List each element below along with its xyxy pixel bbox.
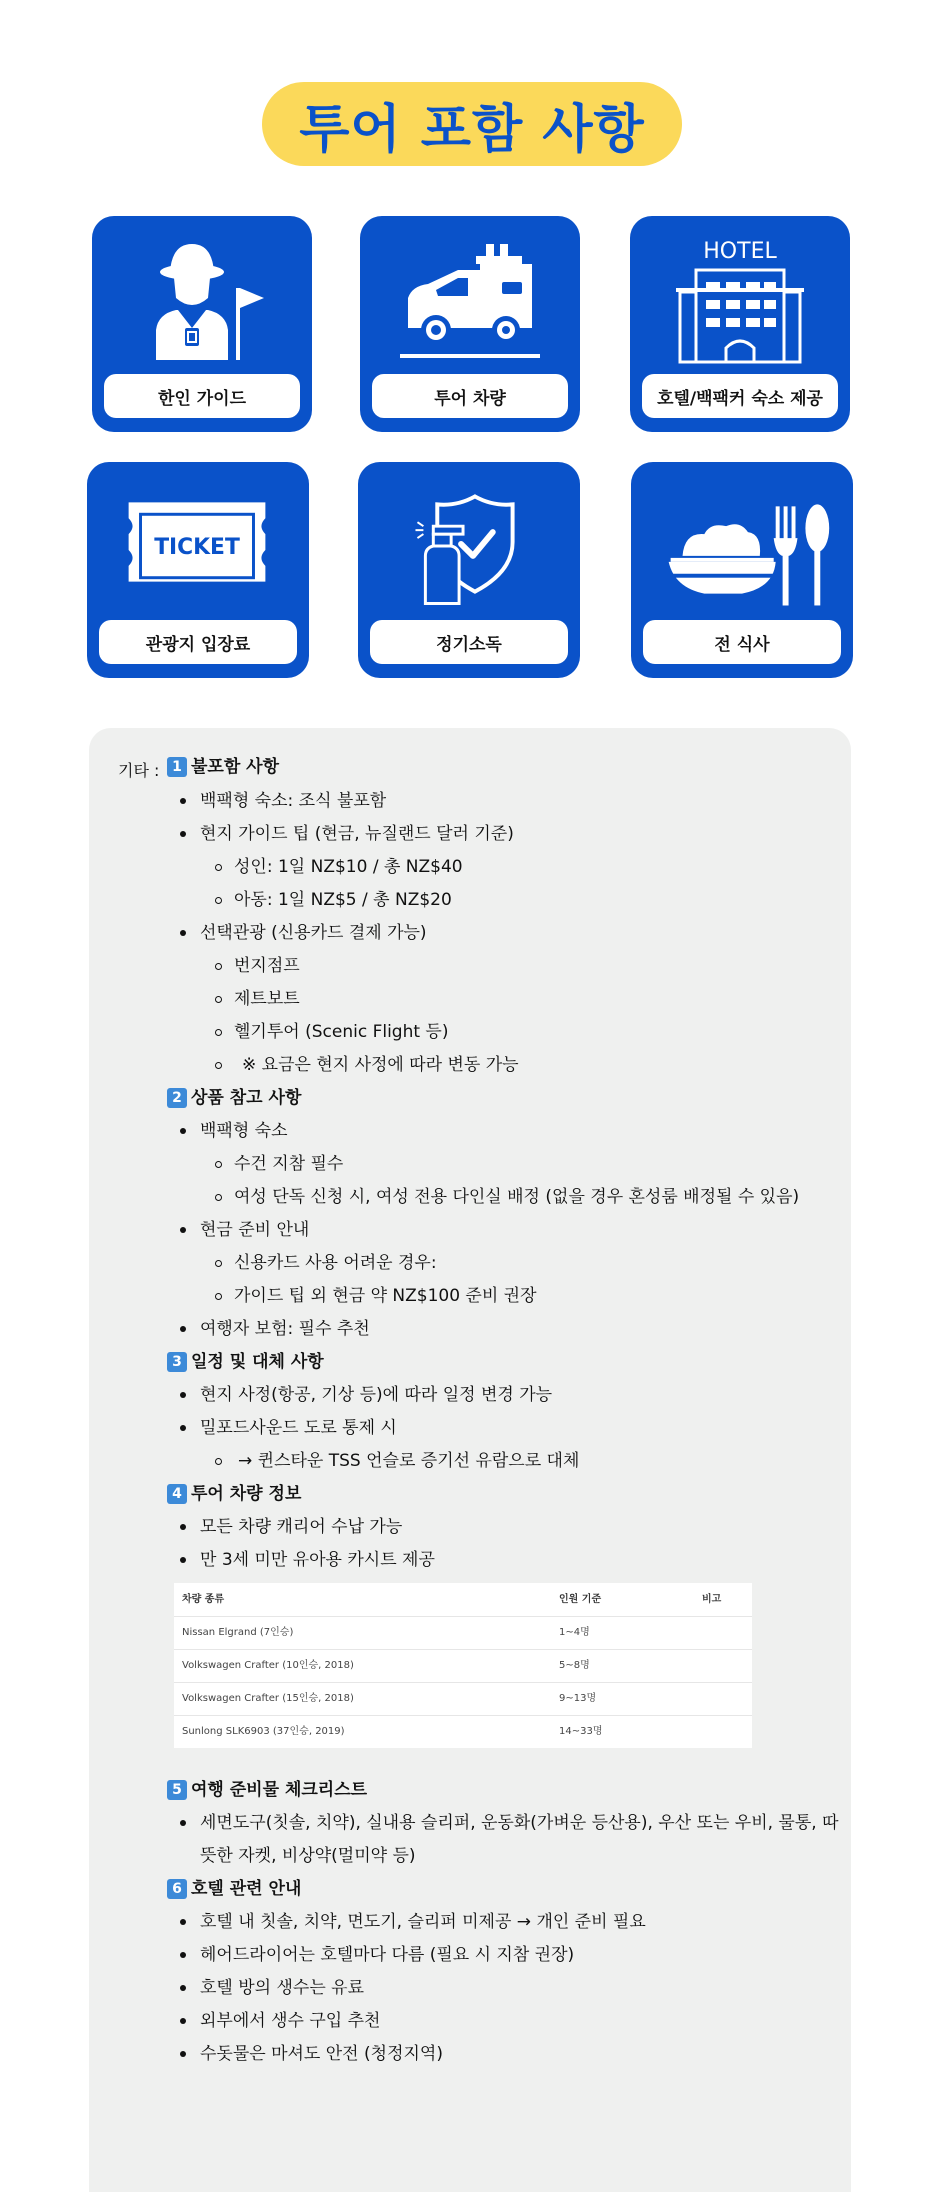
table-cell: Nissan Elgrand (7인승)	[182, 1627, 294, 1638]
guide-icon	[92, 230, 312, 370]
list-item: 신용카드 사용 어려운 경우:	[234, 1253, 437, 1273]
list-item: 헬기투어 (Scenic Flight 등)	[234, 1022, 449, 1042]
table-row	[174, 1616, 752, 1650]
ticket-icon	[87, 476, 307, 616]
list-item: 호텔 방의 생수는 유료	[200, 1978, 365, 1998]
section-number-badge: 5	[167, 1780, 187, 1800]
list-item: 외부에서 생수 구입 추천	[200, 2011, 381, 2031]
list-item: 가이드 팁 외 현금 약 NZ$100 준비 권장	[234, 1286, 537, 1306]
list-item-continuation: 뜻한 자켓, 비상약(멀미약 등)	[200, 1846, 416, 1866]
section-number-badge: 3	[167, 1352, 187, 1372]
list-item: 호텔 내 칫솔, 치약, 면도기, 슬리퍼 미제공 → 개인 준비 필요	[200, 1912, 646, 1932]
list-item: 제트보트	[234, 989, 300, 1009]
page-title-pill	[262, 82, 682, 166]
list-item: 수돗물은 마셔도 안전 (청정지역)	[200, 2044, 443, 2064]
list-item: → 퀸스타운 TSS 언슬로 증기선 유람으로 대체	[234, 1449, 579, 1473]
table-cell: 1~4명	[559, 1627, 590, 1638]
vehicle-icon	[360, 230, 580, 370]
card-all-meals	[631, 462, 853, 678]
section-3-heading	[167, 1350, 324, 1374]
section-number-badge: 4	[167, 1484, 187, 1504]
card-label: 전 식사	[643, 620, 841, 664]
list-item: ※ 요금은 현지 사정에 따라 변동 가능	[234, 1053, 519, 1077]
section-title: 호텔 관련 안내	[191, 1879, 302, 1899]
card-label: 정기소독	[370, 620, 568, 664]
card-label: 관광지 입장료	[99, 620, 297, 664]
list-item: 헤어드라이어는 호텔마다 다름 (필요 시 지참 권장)	[200, 1945, 575, 1965]
card-label: 한인 가이드	[104, 374, 300, 418]
svg-text:TICKET: TICKET	[154, 534, 240, 560]
card-label: 투어 차량	[372, 374, 568, 418]
section-number-badge: 2	[167, 1088, 187, 1108]
column-header: 인원 기준	[559, 1594, 602, 1605]
table-cell: 9~13명	[559, 1693, 597, 1704]
meal-icon	[631, 476, 851, 616]
list-item: 수건 지참 필수	[234, 1154, 344, 1174]
card-disinfection	[358, 462, 580, 678]
section-title: 일정 및 대체 사항	[191, 1352, 324, 1372]
section-title: 여행 준비물 체크리스트	[191, 1780, 368, 1800]
list-item: 현금 준비 안내	[200, 1220, 310, 1240]
card-admission	[87, 462, 309, 678]
table-header-row	[174, 1583, 752, 1617]
list-item: 현지 사정(항공, 기상 등)에 따라 일정 변경 가능	[200, 1385, 553, 1405]
table-cell: Sunlong SLK6903 (37인승, 2019)	[182, 1726, 345, 1737]
table-cell: 5~8명	[559, 1660, 590, 1671]
list-item: 성인: 1일 NZ$10 / 총 NZ$40	[234, 857, 463, 877]
list-item: 백팩형 숙소	[200, 1121, 288, 1141]
table-row	[174, 1649, 752, 1683]
section-4-heading	[167, 1482, 301, 1506]
list-item: 만 3세 미만 유아용 카시트 제공	[200, 1550, 435, 1570]
list-item: 선택관광 (신용카드 결제 가능)	[200, 923, 427, 943]
svg-text:HOTEL: HOTEL	[703, 239, 777, 264]
column-header: 비고	[702, 1594, 722, 1605]
section-title: 상품 참고 사항	[191, 1088, 302, 1108]
table-cell: Volkswagen Crafter (10인승, 2018)	[182, 1660, 354, 1671]
disinfection-icon	[358, 476, 578, 616]
list-item: 아동: 1일 NZ$5 / 총 NZ$20	[234, 890, 452, 910]
list-item: 세면도구(칫솔, 치약), 실내용 슬리퍼, 운동화(가벼운 등산용), 우산 또는 우비, 물통, 따	[200, 1813, 839, 1833]
section-6-heading	[167, 1877, 301, 1901]
list-item: 번지점프	[234, 956, 300, 976]
card-tour-vehicle	[360, 216, 580, 432]
etc-label: 기타 :	[118, 761, 160, 780]
card-hotel	[630, 216, 850, 432]
list-item: 여행자 보험: 필수 추천	[200, 1319, 370, 1339]
list-item: 밀포드사운드 도로 통제 시	[200, 1418, 397, 1438]
section-number-badge: 6	[167, 1879, 187, 1899]
page-title: 투어 포함 사항	[299, 99, 645, 160]
table-row	[174, 1715, 752, 1748]
column-header: 차량 종류	[182, 1594, 225, 1605]
list-item: 모든 차량 캐리어 수납 가능	[200, 1517, 403, 1537]
section-5-heading	[167, 1778, 367, 1802]
section-title: 불포함 사항	[191, 757, 280, 777]
card-korean-guide	[92, 216, 312, 432]
section-number-badge: 1	[167, 757, 187, 777]
table-cell: 14~33명	[559, 1726, 603, 1737]
card-label: 호텔/백팩커 숙소 제공	[642, 374, 838, 418]
hotel-icon	[630, 230, 850, 370]
section-2-heading	[167, 1086, 301, 1110]
vehicle-table	[174, 1583, 752, 1748]
table-cell: Volkswagen Crafter (15인승, 2018)	[182, 1693, 354, 1704]
list-item: 현지 가이드 팁 (현금, 뉴질랜드 달러 기준)	[200, 824, 514, 844]
table-row	[174, 1682, 752, 1716]
list-item: 여성 단독 신청 시, 여성 전용 다인실 배정 (없을 경우 혼성룸 배정될 수 있음)	[234, 1187, 800, 1207]
section-1-heading	[167, 755, 279, 779]
section-title: 투어 차량 정보	[191, 1484, 302, 1504]
list-item: 백팩형 숙소: 조식 불포함	[200, 791, 387, 811]
